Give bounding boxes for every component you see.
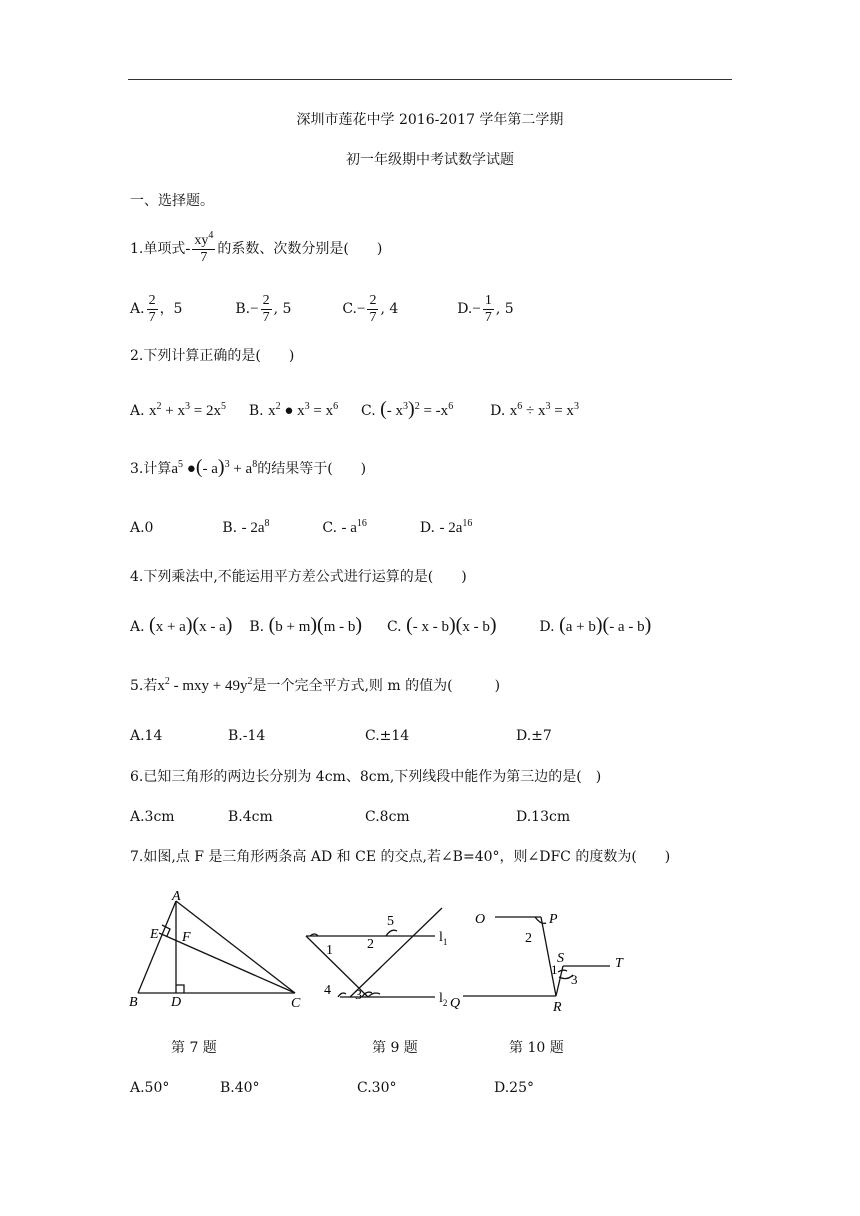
option-c: C.±14 [365, 728, 410, 744]
header-rule [128, 79, 732, 80]
option-c: C.30° [357, 1080, 397, 1096]
option-a: A.50° [130, 1080, 170, 1096]
option-c: C. (- $x^3)^2 = -x^6$ [361, 398, 454, 420]
fig9-caption: 第 9 题 [372, 1040, 418, 1056]
option-a: A. $x^2 + x^3 = 2x^5$ [130, 401, 226, 419]
fig10-label-1: 1 [551, 962, 558, 977]
option-d: D.13cm [516, 809, 571, 825]
question-1-options [130, 289, 514, 329]
question-1: 1.单项式- $\frac{xy^4}{7}$ 的系数、次数分别是( ) [130, 229, 383, 265]
option-b: B.40° [220, 1080, 260, 1096]
question-4-options [130, 613, 651, 637]
option-c: C. - $a^{16}$ [322, 518, 367, 536]
option-d: D. $x^6 \div x^3 = x^3$ [490, 401, 579, 419]
option-b: B.-14 [228, 728, 266, 744]
fig10-label-t: T [615, 956, 623, 971]
question-3: 3.计算$a^5$ ●(- $a)^3 + a^8$的结果等于( ) [130, 456, 367, 478]
fig9-label-5: 5 [387, 914, 394, 929]
figure-9 [300, 895, 470, 1025]
fig7-label-d: D [171, 995, 182, 1010]
fig7-label-f: F [182, 930, 191, 945]
exam-title: 深圳市莲花中学 2016-2017 学年第二学期 [296, 112, 564, 128]
fig7-label-a: A [172, 889, 181, 904]
fig9-label-3: 3 [355, 988, 362, 1003]
option-d: D.±7 [516, 728, 552, 744]
option-d: D.25° [494, 1080, 534, 1096]
question-6: 6.已知三角形的两边长分别为 4cm、8cm,下列线段中能作为第三边的是( ) [130, 769, 602, 785]
option-a: A.0 [130, 520, 154, 536]
option-c: C. (- x - b)(x - b) [386, 614, 497, 636]
fig10-label-s: S [557, 951, 564, 966]
question-2: 2.下列计算正确的是( ) [130, 348, 295, 364]
option-c: C.− $\frac{2}{7}$ , 4 [342, 292, 399, 325]
section-heading: 一、选择题。 [130, 193, 214, 209]
fig7-caption: 第 7 题 [171, 1040, 217, 1056]
option-a: A. $\frac{2}{7}$ ，5 [130, 292, 183, 325]
option-a: A. (x + a)(x - a) [130, 614, 233, 636]
fig9-label-4: 4 [324, 983, 331, 998]
fig9-label-l1: $l_1$ [439, 930, 448, 947]
question-5: 5.若$x^2$ - mxy + $49y^2$是一个完全平方式,则 m 的值为( ) [130, 676, 501, 694]
option-a: A.3cm [130, 809, 175, 825]
fig10-label-o: O [475, 912, 486, 927]
fig10-label-q: Q [450, 996, 461, 1011]
option-a: A.14 [130, 728, 163, 744]
exam-subtitle: 初一年级期中考试数学试题 [346, 152, 514, 168]
fig9-label-1: 1 [326, 943, 333, 958]
figure-7 [125, 888, 310, 1013]
fig9-label-l2: $l_2$ [439, 991, 448, 1008]
fig10-label-3: 3 [571, 972, 578, 987]
option-b: B. $x^2$ ● $x^3 = x^6$ [248, 401, 339, 419]
option-d: D. - $2a^{16}$ [419, 518, 473, 536]
fig10-caption: 第 10 题 [509, 1040, 564, 1056]
option-d: D.− $\frac{1}{7}$ , 5 [457, 292, 514, 325]
fig9-label-2: 2 [367, 937, 374, 952]
option-b: B.− $\frac{2}{7}$ , 5 [235, 292, 292, 325]
option-b: B. (b + m)(m - b) [249, 614, 363, 636]
fig7-label-c: C [291, 996, 301, 1011]
fig7-label-b: B [129, 995, 138, 1010]
option-b: B.4cm [228, 809, 273, 825]
question-4: 4.下列乘法中,不能运用平方差公式进行运算的是( ) [130, 569, 467, 585]
question-3-options [130, 516, 472, 540]
option-d: D. (a + b)(- a - b) [539, 614, 652, 636]
fig10-label-p: P [549, 912, 558, 927]
figure-10 [450, 895, 640, 1025]
question-7: 7.如图,点 F 是三角形两条高 AD 和 CE 的交点,若∠B=40°，则∠DFC 的度数为( ) [130, 849, 671, 865]
option-c: C.8cm [365, 809, 410, 825]
question-2-options [130, 397, 579, 421]
fig7-label-e: E [150, 927, 159, 942]
option-b: B. - $2a^8$ [222, 518, 270, 536]
fig10-label-2: 2 [525, 931, 532, 946]
fig10-label-r: R [553, 1000, 562, 1015]
